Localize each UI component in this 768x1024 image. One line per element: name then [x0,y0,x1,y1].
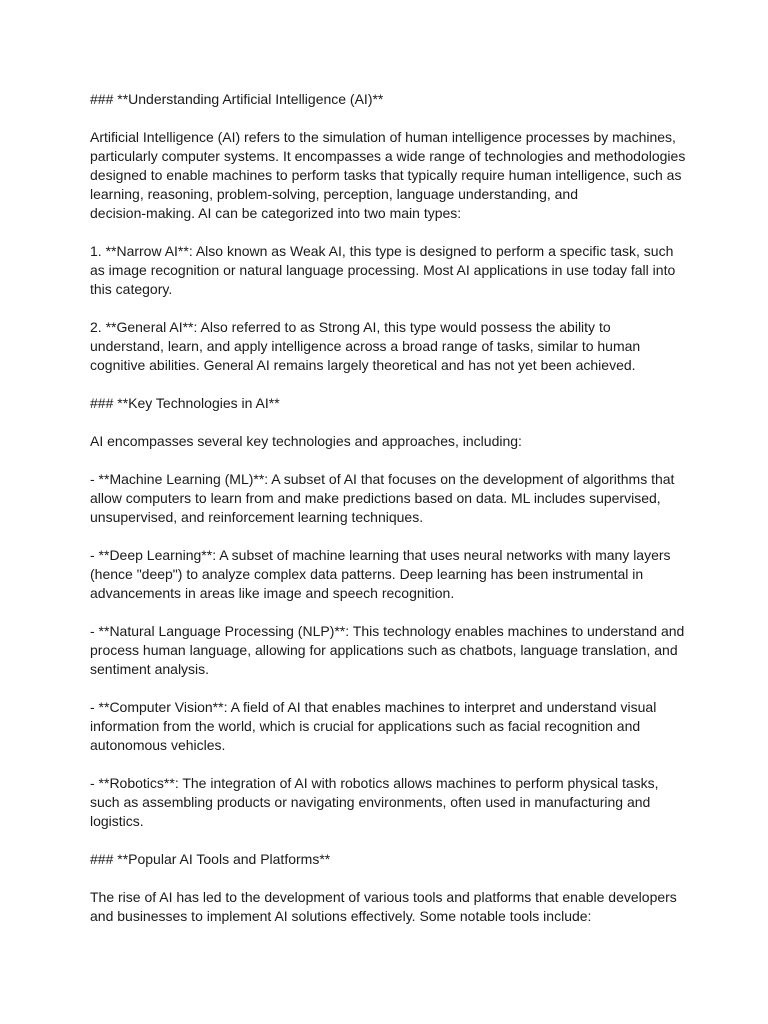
section-heading-tools-platforms: ### **Popular AI Tools and Platforms** [90,851,331,867]
nlp-item: - **Natural Language Processing (NLP)**: This technology enables machines to understand and process human language, allowing for applications such as chatbots, language translation, and sentiment analysis. [90,623,685,677]
computer-vision-item: - **Computer Vision**: A field of AI that enables machines to interpret and understand visual information from the world, which is crucial for applications such as facial recognition and autonomous vehicles. [90,699,657,753]
deep-learning-item: - **Deep Learning**: A subset of machine learning that uses neural networks with many layers (hence "deep") to analyze complex data patterns. Deep learning has been instrumental in advancements in areas like image and speech recognition. [90,547,671,601]
tools-intro-paragraph: The rise of AI has led to the development of various tools and platforms that enable developers and businesses to implement AI solutions effectively. Some notable tools include: [90,889,677,924]
narrow-ai-item: 1. **Narrow AI**: Also known as Weak AI, this type is designed to perform a specific task, such as image recognition or natural language processing. Most AI applications in use today fall into this category. [90,243,676,297]
technologies-intro-paragraph: AI encompasses several key technologies and approaches, including: [90,433,522,449]
robotics-item: - **Robotics**: The integration of AI with robotics allows machines to perform physical tasks, such as assembling products or navigating environments, often used in manufacturing and logistics. [90,775,659,829]
section-heading-key-technologies: ### **Key Technologies in AI** [90,395,280,411]
document-page [90,90,686,945]
general-ai-item: 2. **General AI**: Also referred to as Strong AI, this type would possess the ability to understand, learn, and apply intelligence across a broad range of tasks, similar to human cognitive abilities. General AI remains largely theoretical and has not yet been achieved. [90,319,641,373]
section-heading-understanding-ai: ### **Understanding Artificial Intelligence (AI)** [90,91,384,107]
machine-learning-item: - **Machine Learning (ML)**: A subset of AI that focuses on the development of algorithms that allow computers to learn from and make predictions based on data. ML includes supervised, unsupervised, and reinforcement learning techniques. [90,471,675,525]
intro-paragraph: Artificial Intelligence (AI) refers to the simulation of human intelligence processes by machines, particularly computer systems. It encompasses a wide range of technologies and methodologies designed to enable machines to perform tasks that typically require human intelligence, such as learning, reasoning, problem-solving, perception, language understanding, and decision-making. AI can be categorized into two main types: [90,129,686,221]
